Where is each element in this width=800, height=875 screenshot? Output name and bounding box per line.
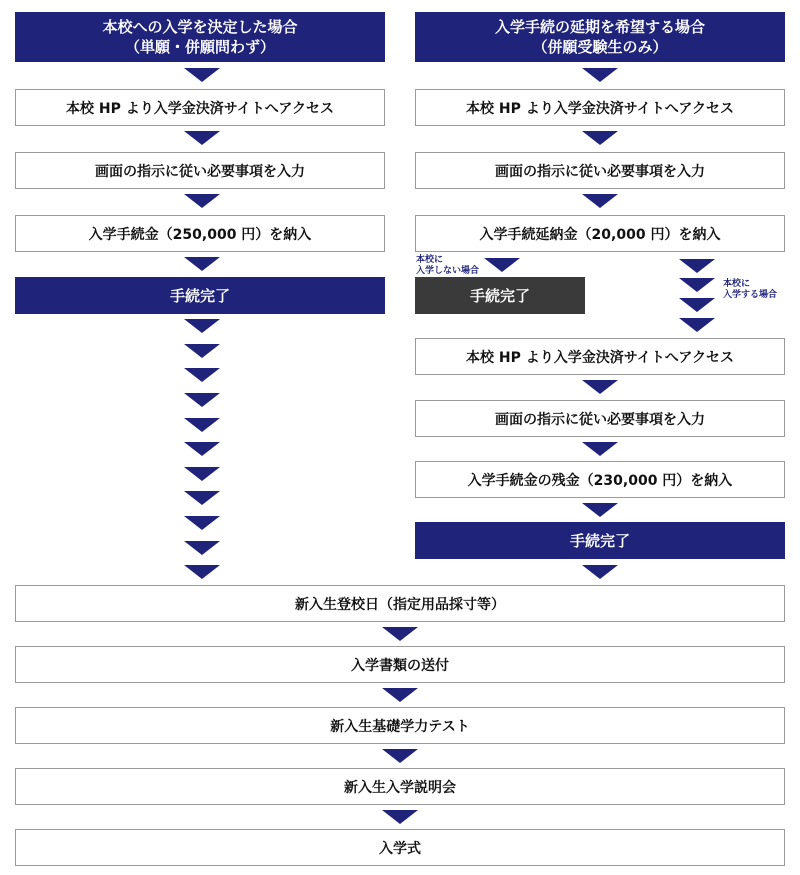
left-step-input: 画面の指示に従い必要事項を入力	[15, 152, 385, 189]
left-long-arrow-2	[184, 344, 220, 358]
left-arrow-3	[184, 194, 220, 208]
right-step-remaining-payment: 入学手続金の残金（230,000 円）を納入	[415, 461, 785, 498]
branch-enroll-arrow-4	[679, 318, 715, 332]
right-arrow-5	[582, 380, 618, 394]
common-step-send-documents: 入学書類の送付	[15, 646, 785, 683]
right-arrow-3	[582, 194, 618, 208]
branch-enroll-line1: 本校に	[723, 279, 751, 289]
left-step-access: 本校 HP より入学金決済サイトへアクセス	[15, 89, 385, 126]
common-step-entrance-ceremony: 入学式	[15, 829, 785, 866]
right-done: 手続完了	[415, 522, 785, 559]
common-arrow-2	[382, 688, 418, 702]
right-arrow-6	[582, 442, 618, 456]
left-long-arrow-5	[184, 418, 220, 432]
right-step-deferral-payment: 入学手続延納金（20,000 円）を納入	[415, 215, 785, 252]
right-arrow-8	[582, 565, 618, 579]
common-arrow-1	[382, 627, 418, 641]
branch-enroll-arrow-1	[679, 259, 715, 273]
branch-enroll-arrow-3	[679, 298, 715, 312]
left-long-arrow-3	[184, 368, 220, 382]
left-long-arrow-6	[184, 442, 220, 456]
right-header-line2: （併願受験生のみ）	[532, 38, 668, 56]
left-done: 手続完了	[15, 277, 385, 314]
left-long-arrow-4	[184, 393, 220, 407]
right-header	[415, 12, 785, 62]
right-arrow-2	[582, 131, 618, 145]
left-long-arrow-11	[184, 565, 220, 579]
right-done-not-enroll: 手続完了	[415, 277, 585, 314]
left-long-arrow-9	[184, 516, 220, 530]
common-step-briefing: 新入生入学説明会	[15, 768, 785, 805]
branch-enroll-note	[723, 279, 777, 302]
right-step-input-2: 画面の指示に従い必要事項を入力	[415, 400, 785, 437]
right-arrow-7	[582, 503, 618, 517]
left-long-arrow-8	[184, 491, 220, 505]
left-header-line1: 本校への入学を決定した場合	[102, 17, 298, 36]
left-arrow-4	[184, 257, 220, 271]
branch-enroll-arrow-2	[679, 278, 715, 292]
common-step-academic-test: 新入生基礎学力テスト	[15, 707, 785, 744]
right-step-input: 画面の指示に従い必要事項を入力	[415, 152, 785, 189]
common-step-orientation-day: 新入生登校日（指定用品採寸等）	[15, 585, 785, 622]
branch-enroll-line2: 入学する場合	[723, 290, 778, 301]
left-step-payment: 入学手続金（250,000 円）を納入	[15, 215, 385, 252]
left-arrow-1	[184, 68, 220, 82]
left-long-arrow-1	[184, 319, 220, 333]
left-long-arrow-7	[184, 467, 220, 481]
right-header-line1: 入学手続の延期を希望する場合	[494, 17, 705, 36]
branch-not-enroll-note	[416, 255, 479, 278]
common-arrow-4	[382, 810, 418, 824]
left-arrow-2	[184, 131, 220, 145]
left-long-arrow-10	[184, 541, 220, 555]
right-step-access-2: 本校 HP より入学金決済サイトへアクセス	[415, 338, 785, 375]
branch-not-enroll-line1: 本校に	[416, 255, 444, 265]
branch-not-enroll-line2: 入学しない場合	[416, 266, 480, 277]
common-arrow-3	[382, 749, 418, 763]
left-header	[15, 12, 385, 62]
right-arrow-1	[582, 68, 618, 82]
left-header-line2: （単願・併願問わず）	[124, 38, 275, 56]
branch-not-enroll-arrow	[484, 258, 520, 272]
right-step-access: 本校 HP より入学金決済サイトへアクセス	[415, 89, 785, 126]
